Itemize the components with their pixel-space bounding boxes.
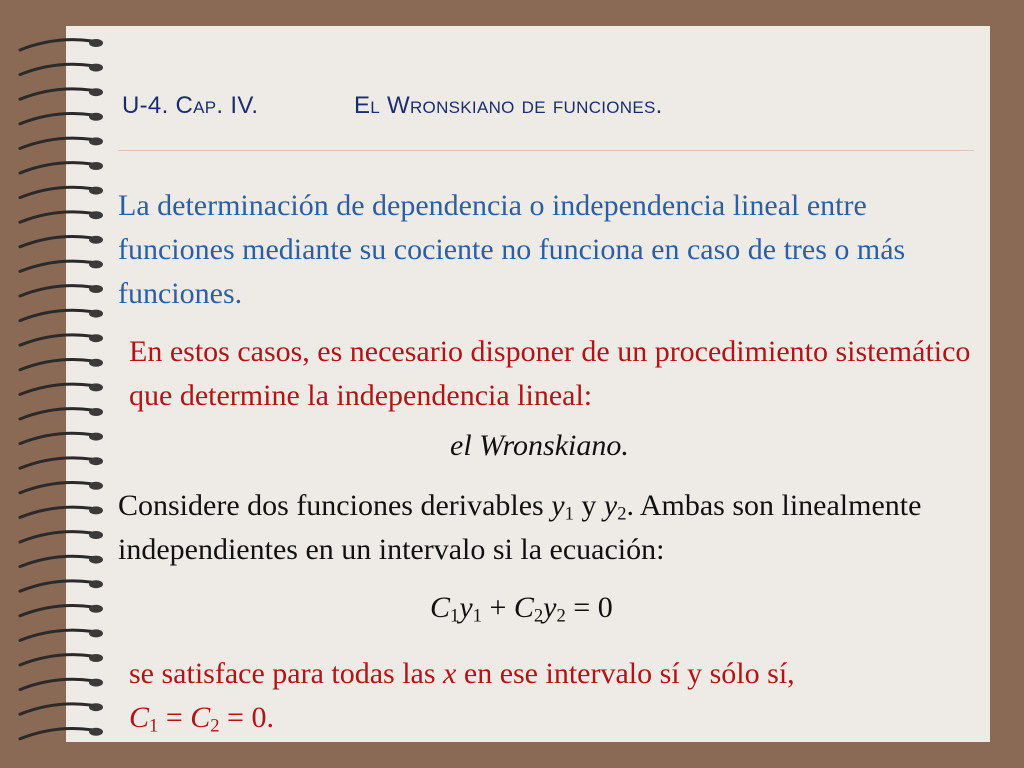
spiral-wire (20, 236, 92, 246)
spiral-wire (20, 556, 92, 566)
cond-c2: C (190, 701, 211, 734)
spiral-wire (20, 433, 92, 443)
var-y2: y (603, 489, 618, 522)
paragraph-procedure: En estos casos, es necesario disponer de un procedimiento sistemático que determine la independencia lineal: (129, 335, 971, 412)
binding-hole (89, 211, 103, 219)
unit-label: U-4. Cap. IV. (122, 92, 259, 119)
paragraph-condition (129, 652, 1009, 740)
var-y1: y (551, 489, 565, 522)
binding-hole (89, 236, 103, 244)
spiral-wire (20, 40, 92, 50)
eq-c2: C (513, 591, 534, 624)
paragraph-wronskian: el Wronskiano. (450, 429, 629, 462)
spiral-binding (0, 0, 110, 768)
binding-hole (89, 334, 103, 342)
eq-y1-sub: 1 (472, 605, 482, 627)
spiral-wire (20, 64, 92, 74)
paragraph-quotient: La determinación de dependencia o independencia lineal entre funciones mediante su cociente no funciona en caso de tres o más funciones. (118, 189, 906, 310)
cond-equals: = (158, 701, 191, 734)
binding-hole (89, 285, 103, 293)
binding-hole (89, 482, 103, 490)
condition-text: se satisface para todas las (129, 657, 444, 690)
eq-c1: C (430, 591, 451, 624)
binding-hole (89, 556, 103, 564)
binding-hole (89, 580, 103, 588)
binding-hole (89, 629, 103, 637)
condition-text-end: en ese intervalo sí y sólo sí, (456, 657, 795, 690)
binding-hole (89, 531, 103, 539)
binding-hole (89, 113, 103, 121)
cond-c2-sub: 2 (210, 715, 220, 737)
consider-and: y (573, 489, 604, 522)
binding-hole (89, 310, 103, 318)
spiral-wire (20, 458, 92, 468)
binding-hole (89, 605, 103, 613)
eq-equals-zero: = 0 (565, 591, 613, 624)
spiral-wire (20, 163, 92, 173)
sub-2: 2 (617, 503, 627, 525)
eq-y1: y (459, 591, 473, 624)
spiral-wire (20, 359, 92, 369)
binding-hole (89, 39, 103, 47)
eq-c2-sub: 2 (533, 605, 544, 627)
binding-hole (89, 383, 103, 391)
spiral-wire (20, 630, 92, 640)
cond-equals-zero: = 0. (219, 701, 274, 734)
eq-c1-sub: 1 (450, 605, 460, 627)
cond-c1: C (129, 701, 150, 734)
header-divider (118, 150, 974, 151)
eq-plus: + (481, 591, 514, 624)
cond-c1-sub: 1 (149, 715, 159, 737)
spiral-wire (20, 482, 92, 492)
spiral-wire (20, 212, 92, 222)
binding-hole (89, 506, 103, 514)
binding-hole (89, 728, 103, 736)
spiral-wire (20, 532, 92, 542)
spiral-wire (20, 335, 92, 345)
binding-hole (89, 64, 103, 72)
sub-1: 1 (564, 503, 574, 525)
linear-combination-equation (430, 586, 613, 630)
spiral-wire (20, 89, 92, 99)
paragraph-consider (118, 484, 998, 572)
binding-hole (89, 88, 103, 96)
spiral-wire (20, 728, 92, 738)
spiral-wire (20, 384, 92, 394)
spiral-wire (20, 310, 92, 320)
binding-hole (89, 654, 103, 662)
eq-y2-sub: 2 (556, 605, 566, 627)
spiral-wire (20, 605, 92, 615)
spiral-wire (20, 138, 92, 148)
consider-text: Considere dos funciones derivables (118, 489, 552, 522)
binding-hole (89, 703, 103, 711)
consider-text-end: . Ambas son linealmente independientes en un intervalo si la ecuación: (118, 489, 922, 566)
spiral-wire (20, 409, 92, 419)
binding-hole (89, 137, 103, 145)
spiral-wire (20, 261, 92, 271)
slide-title: El Wronskiano de funciones. (354, 92, 663, 119)
spiral-wire (20, 655, 92, 665)
spiral-wire (20, 581, 92, 591)
binding-hole (89, 260, 103, 268)
spiral-wire (20, 507, 92, 517)
binding-hole (89, 433, 103, 441)
spiral-wire (20, 286, 92, 296)
binding-hole (89, 408, 103, 416)
binding-hole (89, 187, 103, 195)
spiral-wire (20, 704, 92, 714)
var-x: x (443, 657, 457, 690)
spiral-wire (20, 679, 92, 689)
binding-hole (89, 679, 103, 687)
spiral-wire (20, 187, 92, 197)
binding-hole (89, 162, 103, 170)
spiral-wire (20, 113, 92, 123)
eq-y2: y (543, 591, 557, 624)
binding-hole (89, 359, 103, 367)
binding-hole (89, 457, 103, 465)
